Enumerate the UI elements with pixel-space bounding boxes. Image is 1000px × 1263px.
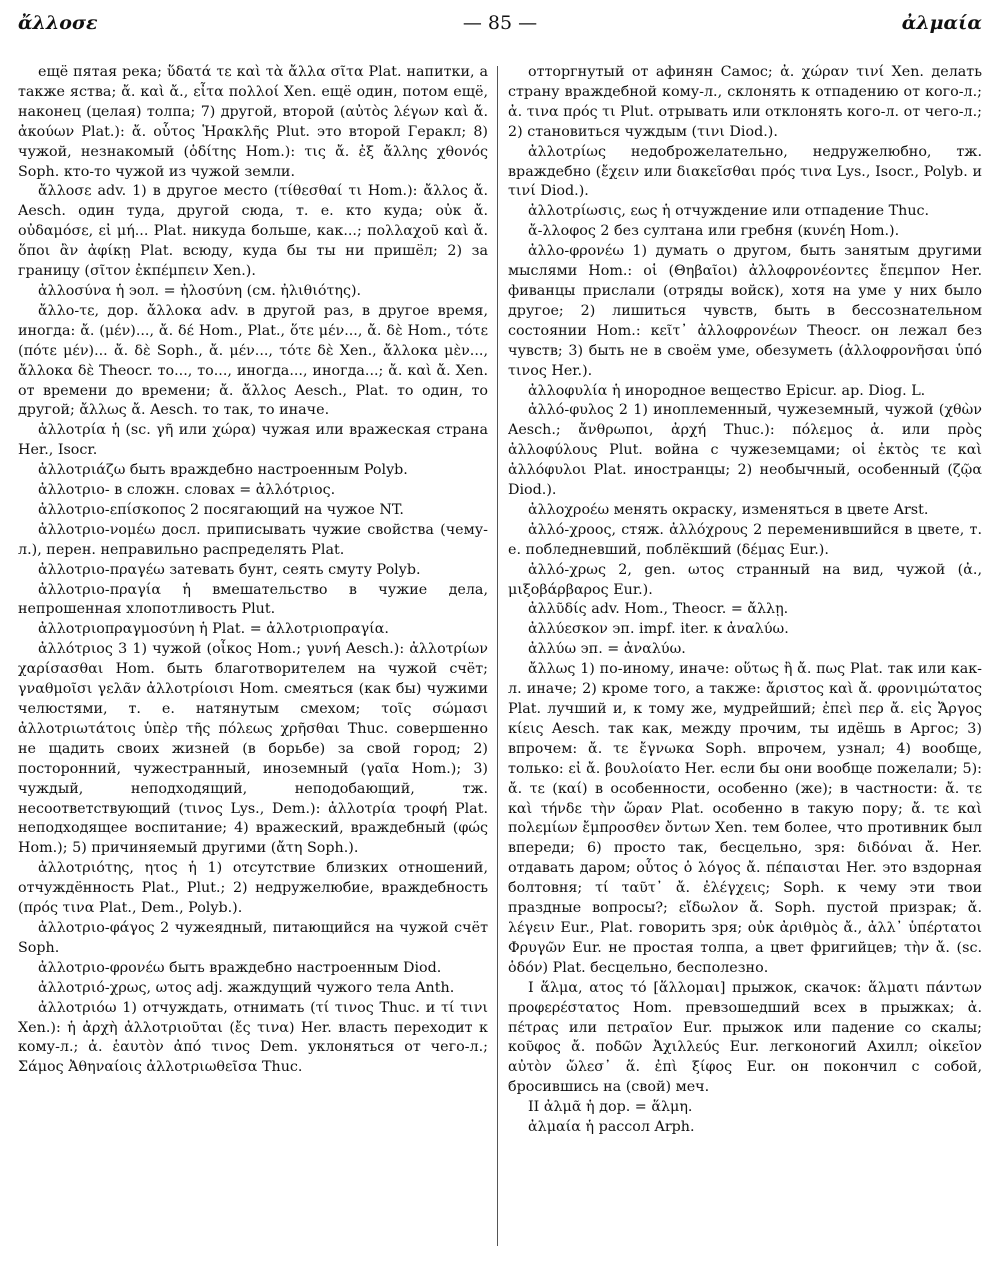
page-header (18, 12, 982, 40)
dictionary-entry: ἀλλοτρίωσις, εως ἡ отчуждение или отпадение Thuc. (528, 203, 930, 220)
dictionary-entry: ἀλλοτριο-πραγέω затевать бунт, сеять смуту Polyb. (38, 561, 421, 578)
dictionary-entry: ἄλλοσε adv. 1) в другое место (τίθεσθαί τι Hom.): ἄλλος ἄ. Aesch. один туда, другой сюда, т. е. кто куда; οὐκ ἄ. οὐδαμόσε, εἰ μή... Plat. никуда больше, как...; πολλαχοῦ καὶ ἄ. ὅποι ἂν ἀφίκῃ Plat. всюду, куда бы ты ни пришёл; 2) за границу (σῖτον ἐκπέμπειν Xen.). (18, 183, 488, 280)
dictionary-entry: ἀλλοτριο-πραγία ἡ вмешательство в чужие дела, непрошенная хлопотливость Plut. (18, 581, 488, 618)
dictionary-entry: ἄλλως 1) по-иному, иначе: οὕτως ἢ ἄ. πως Plat. так или как-л. иначе; 2) кроме того, а также: ἄριστος καὶ ἄ. φρονιμώτατος Plat. лучший и, к тому же, мудрейший; ἐπεὶ περ ἄ. εἰς Ἄργος κίεις Aesch. так как, между прочим, ты идёшь в Аргос; 3) впрочем: ἄ. τε ἔγνωκα Soph. впрочем, узнал; 4) вообще, только: εἰ ἄ. βουλοίατο Her. если бы они вообще пожелали; 5): ἄ. τε (καί) в особенности, особенно (же); в частности: ἄ. τε καὶ τήνδε τὴν ὥραν Plat. особенно в такую пору; ἄ. τε καὶ πολεμίων ἔμπροσθεν ὄντων Xen. тем более, что противник был впереди; 6) просто так, бесцельно, зря: διδόναι ἄ. Her. отдавать даром; οὗτος ὁ λόγος ἄ. πέπαισται Her. это вздорная болтовня; τί ταῦτ᾽ ἄ. ἐλέγχεις; Soph. к чему эти твои праздные вопросы?; εἴδωλον ἄ. Soph. пустой призрак; ἄ. λέγειν Eur., Plat. говорить зря; οὐκ ἀριθμὸς ἄ., ἀλλ᾽ ὑπέρτατοι Φρυγῶν Eur. не простая толпа, а цвет фригийцев; τὴν ἄ. (sc. ὁδόν) Plat. бесцельно, бесполезно. (508, 661, 982, 976)
dictionary-entry: ἀλλο-φρονέω 1) думать о другом, быть занятым другими мыслями Hom.: οἱ (Θηβαῖοι) ἀλλοφρονέοντες ἔπεμπον Her. фиванцы прислали (отряды войск), хотя на уме у них было другое; 2) лишиться чувств, быть в бессознательном состоянии Hom.: κεῖτ᾽ ἀλλοφρονέων Theocr. он лежал без чувств; 3) быть не в своём уме, обезуметь (ἀλλοφρονῆσαι ὑπό τινος Her.). (508, 243, 982, 379)
dictionary-entry: ἀλλοτριο-επίσκοπος 2 посягающий на чужое NT. (38, 501, 404, 518)
dictionary-entry: ἀλμαία ἡ рассол Arph. (528, 1119, 695, 1136)
dictionary-entry: ἀλλοτρίως недоброжелательно, недружелюбно, тж. враждебно (ἔχειν или διακεῖσθαι πρός τινα Lys., Isocr., Polyb. и τινί Diod.). (508, 143, 982, 200)
dictionary-entry: II ἀλμᾶ ἡ дор. = ἅλμη. (528, 1099, 693, 1116)
dictionary-entry: ἀλλῦδίς adv. Hom., Theocr. = ἄλλῃ. (528, 601, 789, 618)
page-number: — 85 — (462, 12, 538, 34)
dictionary-entry: ἀλλύω эп. = ἀναλύω. (528, 641, 686, 658)
dictionary-entry: ἀλλύεσκον эп. impf. iter. к ἀναλύω. (528, 621, 789, 638)
right-column (508, 63, 982, 1253)
dictionary-entry: ἀλλό-χρως 2, gen. ωτος странный на вид, чужой (ἀ., μιξοβάρβαρος Eur.). (508, 561, 982, 598)
dictionary-entry: ἀλλό-φυλος 2 1) иноплеменный, чужеземный, чужой (χθὼν Aesch.; ἄνθρωποι, ἀρχή Thuc.): πόλεμος ἀ. или πρὸς ἀλλοφύλους Plut. война с чужеземцами; οἱ ἐκτὸς τε καὶ ἀλλόφυλοι Plat. иностранцы; 2) необычный, особенный (ζῷα Diod.). (508, 402, 982, 499)
dictionary-entry: ἀλλό-χροος, стяж. ἀλλόχρους 2 переменившийся в цвете, т. е. побледневший, поблёкший (δέμας Eur.). (508, 521, 982, 558)
dictionary-entry: ἀλλοτρία ἡ (sc. γῆ или χώρα) чужая или вражеская страна Her., Isocr. (18, 422, 488, 459)
dictionary-entry: ἀλλότριος 3 1) чужой (οἶκος Hom.; γυνή Aesch.): ἀλλοτρίων χαρίσασθαι Hom. быть благотворителем на чужой счёт; γναθμοῖσι γελᾶν ἀλλοτρίοισι Hom. смеяться (как бы) чужими челюстями, т. е. натянутым смехом; τοῖς σώμασι ἀλλοτριωτάτοις ὑπὲρ τῆς πόλεως χρῆσθαι Thuc. совершенно не щадить своих жизней (в борьбе) за свой город; 2) посторонний, чужестранный, иноземный (γαῖα Hom.); 3) чуждый, неподходящий, неподобающий, тж. несоответствующий (τινος Lys., Dem.): ἀλλοτρία τροφή Plat. неподходящее воспитание; 4) вражеский, враждебный (φώς Hom.); 5) причиняемый другими (ἄτη Soph.). (18, 641, 488, 857)
dictionary-entry: ἀλλοχροέω менять окраску, изменяться в цвете Arst. (528, 501, 929, 518)
dictionary-entry: ἄ-λλοφος 2 без султана или гребня (κυνέη Hom.). (528, 223, 900, 240)
dictionary-entry: ἀλλοφυλία ἡ инородное вещество Epicur. ap. Diog. L. (528, 382, 926, 399)
running-head-right: ἀλμαία (901, 12, 982, 34)
dictionary-entry: ἀλλοτριο- в сложн. словах = ἀλλότριος. (38, 482, 336, 499)
dictionary-entry: ἀλλοτριοπραγμοσύνη ἡ Plat. = ἀλλοτριοπραγία. (38, 621, 389, 638)
dictionary-entry: ещё пятая река; ὕδατά τε καὶ τὰ ἄλλα σῖτα Plat. напитки, а также яства; ἄ. καὶ ἄ., εἶτα πολλοί Xen. ещё один, потом ещё, наконец (целая) толпа; 7) другой, второй (αὐτὸς λέγων καὶ ἄ. ἀκούων Plat.): ἄ. οὗτος Ἡρακλῆς Plut. это второй Геракл; 8) чужой, незнакомый (ὁδίτης Hom.): τις ἄ. ἐξ ἄλλης χθονός Soph. кто-то чужой из чужой земли. (18, 64, 488, 180)
dictionary-entry: ἀλλοσύνα ἡ эол. = ἠλοσύνη (см. ἠλιθιότης). (38, 282, 362, 299)
dictionary-entry: отторгнутый от афинян Самос; ἀ. χώραν τινί Xen. делать страну враждебной кому-л., склонять к отпадению от кого-л.; ἀ. τινα πρός τι Plut. отрывать или отклонять кого-л. от чего-л.; 2) становиться чуждым (τινι Diod.). (508, 64, 982, 140)
dictionary-entry: ἀλλοτριό-χρως, ωτος adj. жаждущий чужого тела Anth. (38, 979, 455, 996)
dictionary-entry: ἀλλοτριότης, ητος ἡ 1) отсутствие близких отношений, отчуждённость Plat., Plut.; 2) недружелюбие, враждебность (πρός τινα Plat., Dem., Polyb.). (18, 860, 488, 917)
dictionary-entry: ἀλλοτριόω 1) отчуждать, отнимать (τί τινος Thuc. и τί τινι Xen.): ἡ ἀρχὴ ἀλλοτριοῦται (ἔς τινα) Her. власть переходит к кому-л.; ἀ. ἑαυτὸν ἀπό τινος Dem. уклоняться от чего-л.; Σάμος Ἀθηναίοις ἀλλοτριωθεῖσα Thuc. (18, 999, 488, 1076)
dictionary-entry: ἀλλοτριάζω быть враждебно настроенным Polyb. (38, 462, 408, 479)
left-column (18, 63, 488, 1253)
running-head-left: ἄλλοσε (18, 12, 98, 34)
dictionary-entry: ἄλλο-τε, дор. ἄλλοκα adv. в другой раз, в другое время, иногда: ἄ. (μέν)..., ἄ. δέ Hom., Plat., ὅτε μέν..., ἄ. δὲ Hom., τότε (πότε μέν)... ἄ. δὲ Soph., ἄ. μέν..., τότε δὲ Xen., ἄλλοκα μὲν..., ἄλλοκα δὲ Theocr. то..., то..., иногда..., иногда...; ἄ. καὶ ἄ. Xen. от времени до времени; ἄ. ἄλλος Aesch., Plat. то один, то другой; ἄλλως ἄ. Aesch. то так, то иначе. (18, 302, 488, 419)
dictionary-entry: I ἅλμα, ατος τό [ἅλλομαι] прыжок, скачок: ἅλματι πάντων προφερέστατος Hom. превзошедший всех в прыжках; ἀ. πέτρας или πετραῖον Eur. прыжок или падение со скалы; κοῦφος ἄ. ποδῶν Ἀχιλλεύς Eur. легконогий Ахилл; οἰκεῖον αὐτὸν ὤλεσ᾽ ἅ. ἐπὶ ξίφος Eur. он покончил с собой, бросившись на (свой) меч. (508, 979, 982, 1096)
dictionary-entry: ἀλλοτριο-φρονέω быть враждебно настроенным Diod. (38, 959, 442, 976)
column-divider (497, 66, 498, 1246)
dictionary-entry: ἀλλοτριο-νομέω досл. приписывать чужие свойства (чему-л.), перен. неправильно распределять Plat. (18, 521, 488, 558)
dictionary-entry: ἀλλοτριο-φάγος 2 чужеядный, питающийся на чужой счёт Soph. (18, 919, 488, 956)
